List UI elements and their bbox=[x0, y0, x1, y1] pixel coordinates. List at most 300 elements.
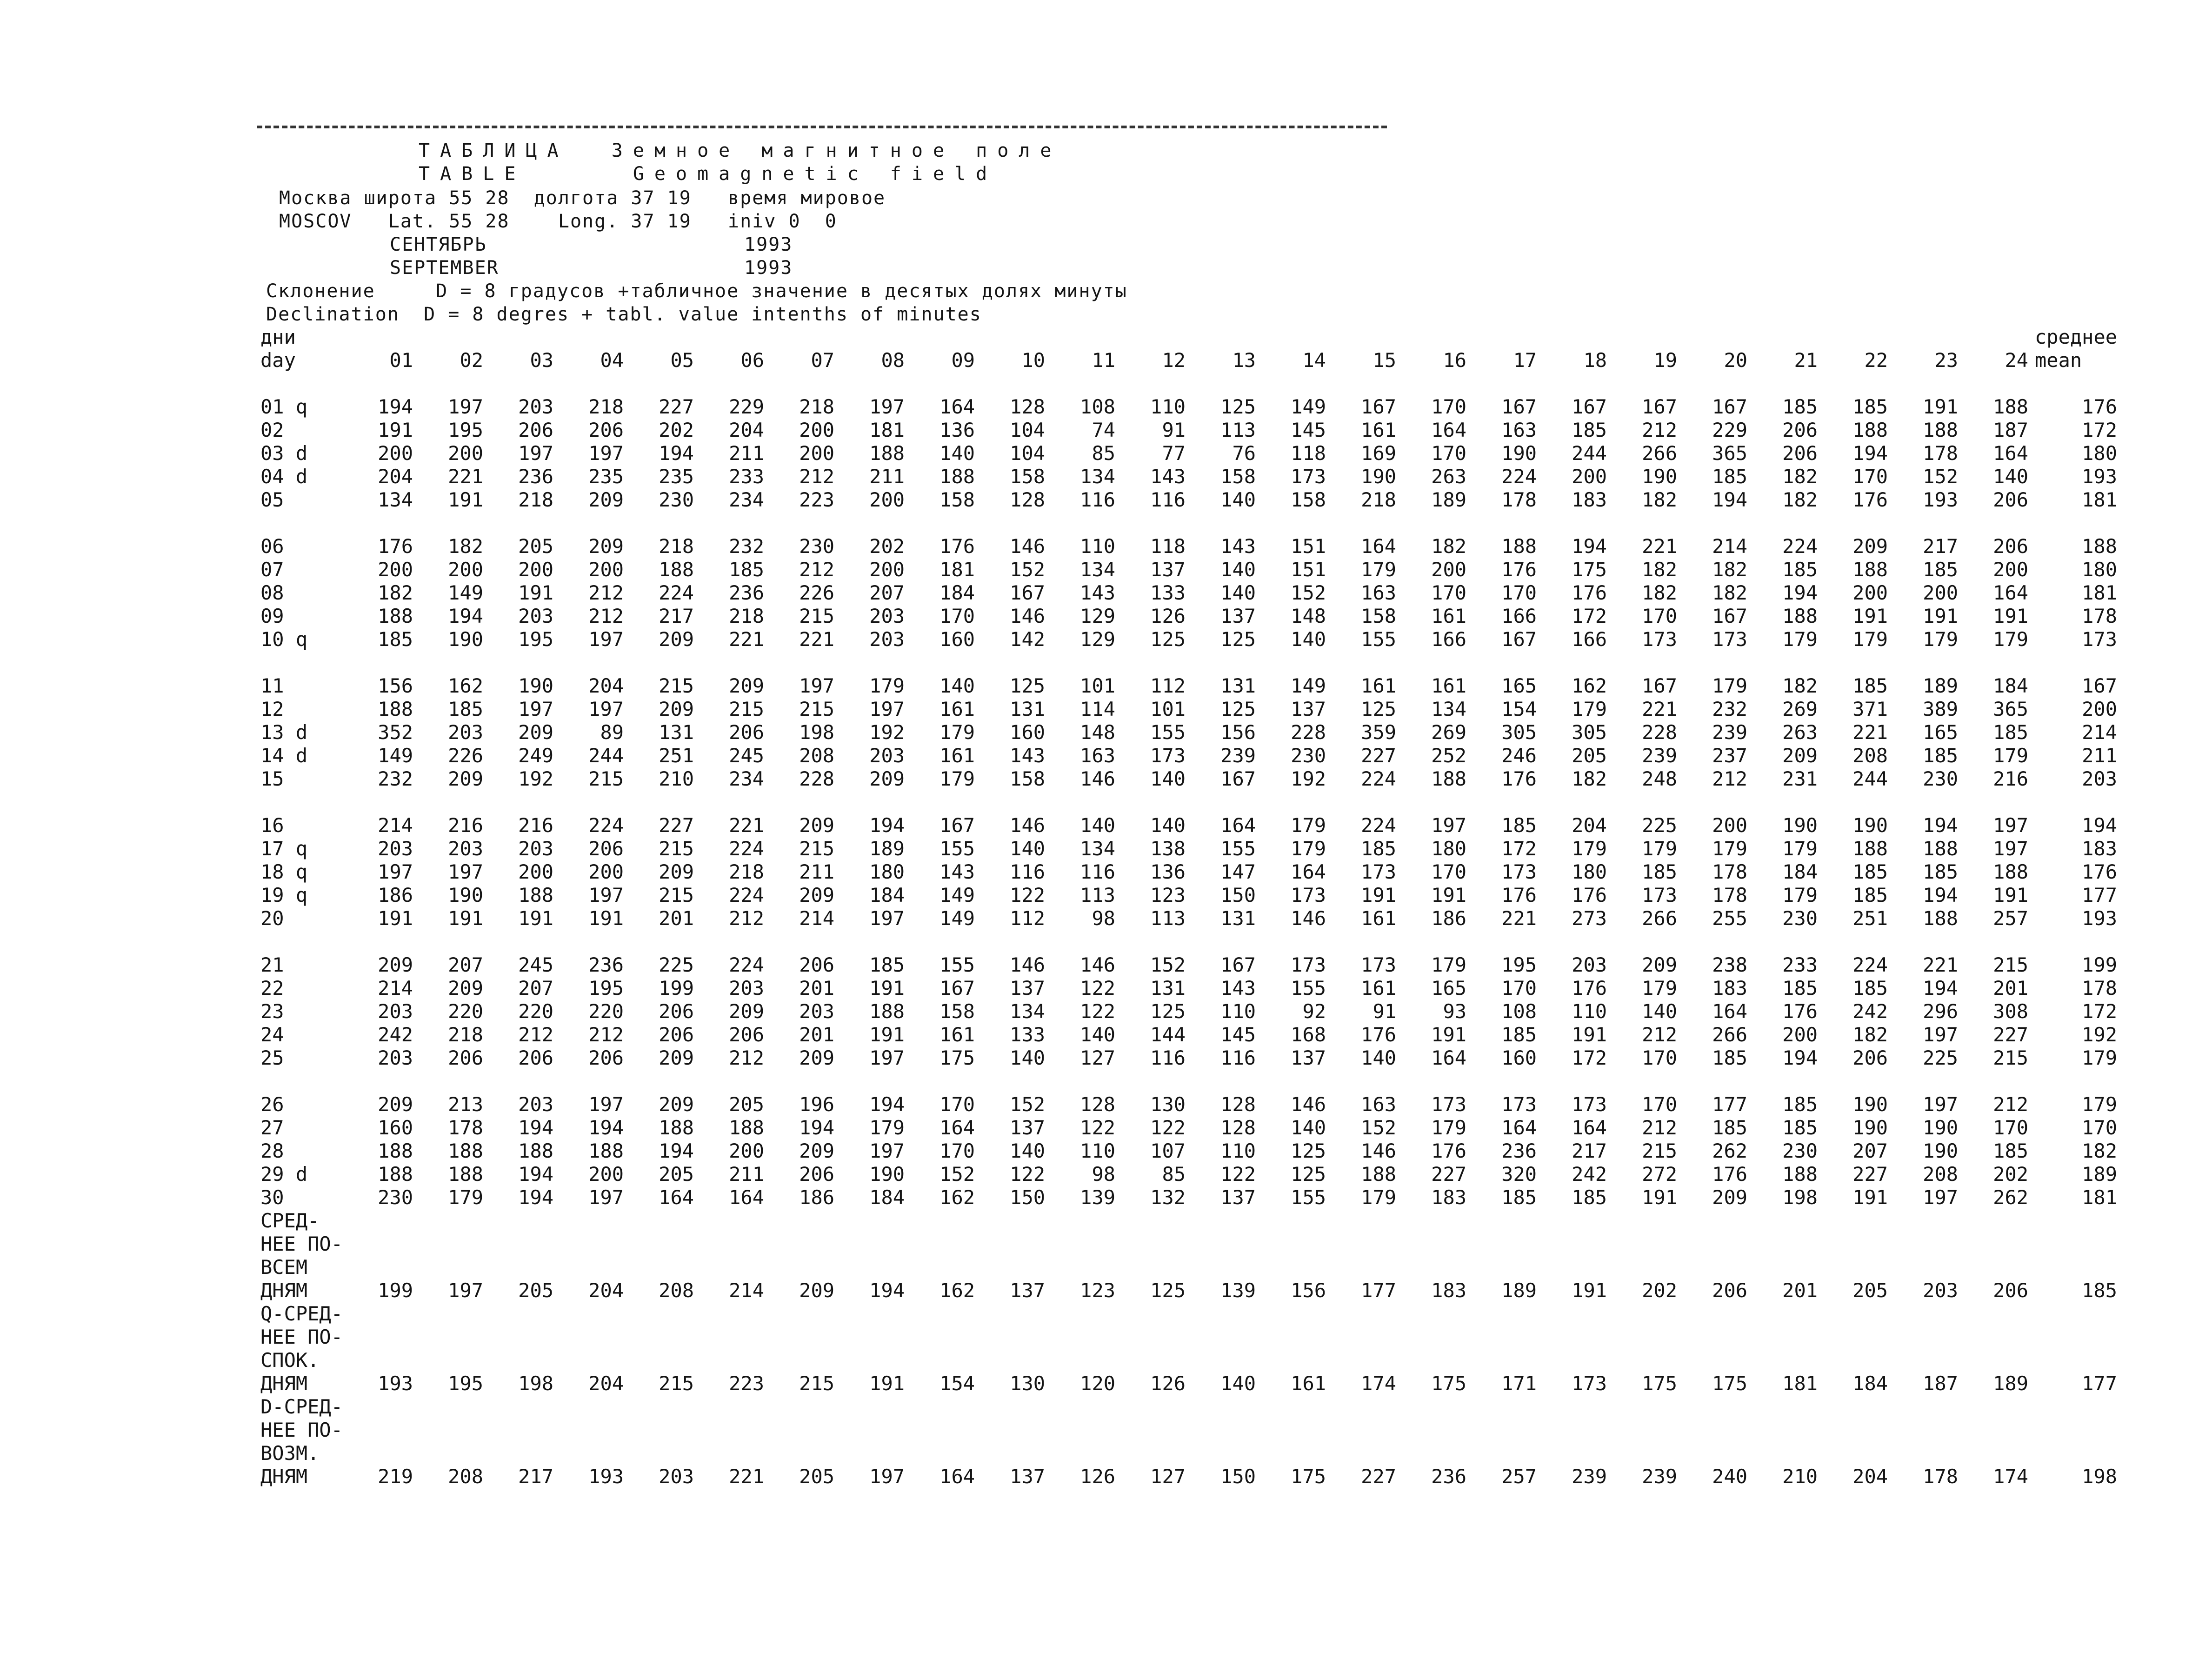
spacer-cell bbox=[260, 1070, 2117, 1093]
value-cell: 184 bbox=[939, 581, 975, 604]
value-cell: 179 bbox=[939, 721, 975, 744]
average-label-line: ДНЯМ bbox=[260, 1465, 308, 1488]
value-cell: 215 bbox=[1642, 1139, 1678, 1162]
average-value-cell: 223 bbox=[729, 1372, 765, 1395]
value-cell: 194 bbox=[1782, 1046, 1818, 1069]
value-cell: 179 bbox=[1291, 837, 1326, 860]
value-cell: 164 bbox=[1712, 1000, 1748, 1023]
header-spacer bbox=[483, 326, 553, 349]
value-cell: 167 bbox=[1501, 395, 1537, 418]
value-cell: 191 bbox=[869, 1023, 905, 1046]
table-row bbox=[260, 837, 2117, 860]
value-cell: 188 bbox=[1923, 907, 1959, 930]
value-cell: 206 bbox=[518, 1046, 554, 1069]
table-row bbox=[260, 744, 2117, 767]
value-cell: 185 bbox=[1782, 977, 1818, 999]
value-cell: 185 bbox=[1993, 721, 2029, 744]
average-row bbox=[260, 1419, 2117, 1442]
value-cell: 206 bbox=[1852, 1046, 1888, 1069]
mean-cell: 179 bbox=[2082, 1093, 2118, 1116]
value-cell: 221 bbox=[448, 465, 484, 488]
value-cell: 227 bbox=[1431, 1163, 1467, 1186]
value-cell: 197 bbox=[1923, 1093, 1959, 1116]
value-cell: 164 bbox=[1431, 1046, 1467, 1069]
value-cell: 140 bbox=[1010, 1046, 1046, 1069]
average-label-line: D-СРЕД- bbox=[260, 1395, 343, 1418]
value-cell: 236 bbox=[729, 581, 765, 604]
value-cell: 170 bbox=[1642, 605, 1678, 627]
value-cell: 182 bbox=[1782, 488, 1818, 511]
header-spacer bbox=[1958, 326, 2028, 349]
value-cell: 229 bbox=[729, 395, 765, 418]
day-label: 05 bbox=[260, 488, 284, 511]
average-value-cell: 177 bbox=[1361, 1279, 1397, 1302]
value-cell: 209 bbox=[1782, 744, 1818, 767]
value-cell: 263 bbox=[1782, 721, 1818, 744]
value-cell: 209 bbox=[799, 1139, 835, 1162]
value-cell: 204 bbox=[588, 674, 624, 697]
value-cell: 197 bbox=[869, 907, 905, 930]
value-cell: 158 bbox=[1220, 465, 1256, 488]
value-cell: 211 bbox=[729, 1163, 765, 1186]
value-cell: 170 bbox=[1431, 581, 1467, 604]
hour-header: 22 bbox=[1864, 349, 1888, 372]
value-cell: 203 bbox=[869, 605, 905, 627]
table-row bbox=[260, 907, 2117, 930]
value-cell: 182 bbox=[1712, 581, 1748, 604]
value-cell: 191 bbox=[448, 907, 484, 930]
value-cell: 179 bbox=[1572, 837, 1607, 860]
value-cell: 239 bbox=[1220, 744, 1256, 767]
value-cell: 152 bbox=[1010, 1093, 1046, 1116]
value-cell: 203 bbox=[518, 1093, 554, 1116]
value-cell: 209 bbox=[588, 488, 624, 511]
value-cell: 164 bbox=[1993, 581, 2029, 604]
day-label-en: day bbox=[260, 349, 296, 372]
average-label-filler bbox=[343, 1233, 2117, 1256]
value-cell: 166 bbox=[1572, 628, 1607, 651]
value-cell: 191 bbox=[869, 977, 905, 999]
value-cell: 215 bbox=[729, 698, 765, 720]
value-cell: 176 bbox=[939, 535, 975, 558]
value-cell: 188 bbox=[1501, 535, 1537, 558]
average-label-line: ДНЯМ bbox=[260, 1279, 308, 1302]
value-cell: 218 bbox=[448, 1023, 484, 1046]
value-cell: 195 bbox=[588, 977, 624, 999]
declination-ru: Склонение D = 8 градусов +табличное значение в десятых долях минуты bbox=[266, 280, 1127, 302]
value-cell: 203 bbox=[378, 1046, 413, 1069]
day-label: 11 bbox=[260, 674, 284, 697]
average-value-cell: 206 bbox=[1712, 1279, 1748, 1302]
value-cell: 89 bbox=[600, 721, 624, 744]
value-cell: 245 bbox=[729, 744, 765, 767]
hour-header: 19 bbox=[1653, 349, 1678, 372]
value-cell: 176 bbox=[1782, 1000, 1818, 1023]
value-cell: 239 bbox=[1712, 721, 1748, 744]
average-label-line: Q-СРЕД- bbox=[260, 1302, 343, 1325]
value-cell: 185 bbox=[1501, 814, 1537, 837]
mean-cell: 167 bbox=[2082, 674, 2118, 697]
value-cell: 179 bbox=[1712, 837, 1748, 860]
average-value-cell: 240 bbox=[1712, 1465, 1748, 1488]
value-cell: 122 bbox=[1150, 1116, 1186, 1139]
value-cell: 209 bbox=[448, 767, 484, 790]
value-cell: 194 bbox=[1923, 884, 1959, 906]
header-spacer bbox=[1186, 326, 1256, 349]
average-value-cell: 174 bbox=[1361, 1372, 1397, 1395]
value-cell: 230 bbox=[1291, 744, 1326, 767]
mean-cell: 193 bbox=[2082, 907, 2118, 930]
value-cell: 92 bbox=[1302, 1000, 1326, 1023]
value-cell: 215 bbox=[588, 767, 624, 790]
value-cell: 273 bbox=[1572, 907, 1607, 930]
value-cell: 192 bbox=[869, 721, 905, 744]
value-cell: 196 bbox=[799, 1093, 835, 1116]
value-cell: 146 bbox=[1010, 814, 1046, 837]
value-cell: 188 bbox=[1852, 558, 1888, 581]
value-cell: 221 bbox=[1642, 535, 1678, 558]
value-cell: 167 bbox=[939, 977, 975, 999]
value-cell: 192 bbox=[1291, 767, 1326, 790]
average-value-cell: 217 bbox=[518, 1465, 554, 1488]
value-cell: 137 bbox=[1220, 1186, 1256, 1209]
value-cell: 352 bbox=[378, 721, 413, 744]
value-cell: 164 bbox=[659, 1186, 694, 1209]
value-cell: 218 bbox=[588, 395, 624, 418]
value-cell: 188 bbox=[1923, 419, 1959, 441]
value-cell: 200 bbox=[588, 860, 624, 883]
spacer-row bbox=[260, 512, 2117, 535]
average-value-cell: 189 bbox=[1993, 1372, 2029, 1395]
mean-cell: 192 bbox=[2082, 1023, 2118, 1046]
value-cell: 116 bbox=[1080, 488, 1116, 511]
value-cell: 227 bbox=[1361, 744, 1397, 767]
average-value-cell: 156 bbox=[1291, 1279, 1326, 1302]
value-cell: 140 bbox=[1291, 628, 1326, 651]
value-cell: 221 bbox=[1923, 953, 1959, 976]
mean-label-en: mean bbox=[2035, 349, 2082, 372]
value-cell: 197 bbox=[588, 698, 624, 720]
value-cell: 305 bbox=[1572, 721, 1607, 744]
value-cell: 140 bbox=[1150, 767, 1186, 790]
value-cell: 166 bbox=[1431, 628, 1467, 651]
value-cell: 266 bbox=[1712, 1023, 1748, 1046]
value-cell: 365 bbox=[1993, 698, 2029, 720]
table-row bbox=[260, 465, 2117, 488]
value-cell: 176 bbox=[1501, 884, 1537, 906]
average-row bbox=[260, 1302, 2117, 1326]
average-value-cell: 204 bbox=[588, 1372, 624, 1395]
average-label-filler bbox=[343, 1256, 2117, 1279]
value-cell: 160 bbox=[378, 1116, 413, 1139]
header-row-en bbox=[260, 349, 2117, 372]
hour-header: 13 bbox=[1232, 349, 1256, 372]
value-cell: 236 bbox=[518, 465, 554, 488]
day-label: 17 q bbox=[260, 837, 308, 860]
value-cell: 137 bbox=[1291, 698, 1326, 720]
value-cell: 158 bbox=[939, 1000, 975, 1023]
value-cell: 152 bbox=[1291, 581, 1326, 604]
value-cell: 209 bbox=[659, 628, 694, 651]
value-cell: 227 bbox=[659, 814, 694, 837]
average-value-cell: 178 bbox=[1923, 1465, 1959, 1488]
value-cell: 200 bbox=[869, 558, 905, 581]
value-cell: 215 bbox=[659, 674, 694, 697]
value-cell: 164 bbox=[1361, 535, 1397, 558]
day-label: 06 bbox=[260, 535, 284, 558]
value-cell: 180 bbox=[1431, 837, 1467, 860]
value-cell: 197 bbox=[869, 395, 905, 418]
value-cell: 112 bbox=[1150, 674, 1186, 697]
average-value-cell: 140 bbox=[1220, 1372, 1256, 1395]
average-value-cell: 127 bbox=[1150, 1465, 1186, 1488]
value-cell: 173 bbox=[1150, 744, 1186, 767]
value-cell: 161 bbox=[1431, 674, 1467, 697]
value-cell: 164 bbox=[1993, 442, 2029, 465]
average-value-cell: 204 bbox=[588, 1279, 624, 1302]
value-cell: 146 bbox=[1291, 907, 1326, 930]
value-cell: 202 bbox=[659, 419, 694, 441]
value-cell: 173 bbox=[1712, 628, 1748, 651]
mean-cell: 183 bbox=[2082, 837, 2118, 860]
average-value-cell: 203 bbox=[659, 1465, 694, 1488]
value-cell: 191 bbox=[1431, 884, 1467, 906]
value-cell: 205 bbox=[518, 535, 554, 558]
value-cell: 122 bbox=[1080, 1116, 1116, 1139]
day-label: 28 bbox=[260, 1139, 284, 1162]
value-cell: 155 bbox=[1220, 837, 1256, 860]
value-cell: 156 bbox=[378, 674, 413, 697]
average-value-cell: 209 bbox=[799, 1279, 835, 1302]
value-cell: 197 bbox=[1993, 837, 2029, 860]
value-cell: 125 bbox=[1150, 1000, 1186, 1023]
value-cell: 162 bbox=[1572, 674, 1607, 697]
value-cell: 164 bbox=[1220, 814, 1256, 837]
spacer-cell bbox=[260, 930, 2117, 953]
value-cell: 128 bbox=[1220, 1093, 1256, 1116]
value-cell: 110 bbox=[1220, 1000, 1256, 1023]
value-cell: 194 bbox=[1923, 814, 1959, 837]
average-value-cell: 197 bbox=[869, 1465, 905, 1488]
average-value-cell: 199 bbox=[378, 1279, 413, 1302]
value-cell: 205 bbox=[1572, 744, 1607, 767]
table-row bbox=[260, 628, 2117, 651]
value-cell: 202 bbox=[869, 535, 905, 558]
header-spacer bbox=[343, 326, 413, 349]
value-cell: 208 bbox=[1923, 1163, 1959, 1186]
value-cell: 170 bbox=[1852, 465, 1888, 488]
value-cell: 200 bbox=[1712, 814, 1748, 837]
value-cell: 183 bbox=[1572, 488, 1607, 511]
header-spacer bbox=[1326, 326, 1396, 349]
day-label: 09 bbox=[260, 605, 284, 627]
value-cell: 85 bbox=[1092, 442, 1116, 465]
hour-header: 10 bbox=[1021, 349, 1046, 372]
day-label: 21 bbox=[260, 953, 284, 976]
value-cell: 176 bbox=[1431, 1139, 1467, 1162]
table-row bbox=[260, 860, 2117, 884]
average-mean-cell: 198 bbox=[2082, 1465, 2118, 1488]
table-row bbox=[260, 977, 2117, 1000]
average-row bbox=[260, 1233, 2117, 1256]
value-cell: 305 bbox=[1501, 721, 1537, 744]
mean-cell: 178 bbox=[2082, 977, 2118, 999]
value-cell: 170 bbox=[1993, 1116, 2029, 1139]
value-cell: 131 bbox=[1220, 907, 1256, 930]
value-cell: 110 bbox=[1080, 1139, 1116, 1162]
value-cell: 227 bbox=[659, 395, 694, 418]
value-cell: 197 bbox=[518, 698, 554, 720]
value-cell: 221 bbox=[1501, 907, 1537, 930]
value-cell: 251 bbox=[1852, 907, 1888, 930]
value-cell: 197 bbox=[869, 1046, 905, 1069]
value-cell: 131 bbox=[1220, 674, 1256, 697]
value-cell: 221 bbox=[1642, 698, 1678, 720]
value-cell: 179 bbox=[1572, 698, 1607, 720]
value-cell: 185 bbox=[1501, 1186, 1537, 1209]
value-cell: 191 bbox=[518, 581, 554, 604]
hour-header: 15 bbox=[1373, 349, 1397, 372]
value-cell: 185 bbox=[1712, 1116, 1748, 1139]
value-cell: 170 bbox=[939, 1093, 975, 1116]
value-cell: 199 bbox=[659, 977, 694, 999]
value-cell: 212 bbox=[1993, 1093, 2029, 1116]
value-cell: 185 bbox=[1782, 1116, 1818, 1139]
value-cell: 242 bbox=[378, 1023, 413, 1046]
value-cell: 134 bbox=[1080, 837, 1116, 860]
value-cell: 227 bbox=[1852, 1163, 1888, 1186]
value-cell: 209 bbox=[799, 1046, 835, 1069]
value-cell: 228 bbox=[1642, 721, 1678, 744]
value-cell: 185 bbox=[1501, 1023, 1537, 1046]
value-cell: 98 bbox=[1092, 1163, 1116, 1186]
value-cell: 184 bbox=[1993, 674, 2029, 697]
value-cell: 165 bbox=[1923, 721, 1959, 744]
value-cell: 190 bbox=[1852, 1093, 1888, 1116]
value-cell: 128 bbox=[1010, 395, 1046, 418]
value-cell: 194 bbox=[659, 1139, 694, 1162]
value-cell: 209 bbox=[378, 953, 413, 976]
average-row bbox=[260, 1256, 2117, 1279]
value-cell: 203 bbox=[378, 837, 413, 860]
value-cell: 179 bbox=[1642, 977, 1678, 999]
value-cell: 182 bbox=[1642, 488, 1678, 511]
value-cell: 215 bbox=[799, 605, 835, 627]
value-cell: 212 bbox=[588, 605, 624, 627]
value-cell: 142 bbox=[1010, 628, 1046, 651]
value-cell: 239 bbox=[1642, 744, 1678, 767]
value-cell: 194 bbox=[1852, 442, 1888, 465]
value-cell: 129 bbox=[1080, 628, 1116, 651]
value-cell: 191 bbox=[378, 907, 413, 930]
value-cell: 217 bbox=[659, 605, 694, 627]
top-dashed-rule bbox=[257, 126, 1387, 128]
value-cell: 168 bbox=[1291, 1023, 1326, 1046]
value-cell: 149 bbox=[378, 744, 413, 767]
average-value-cell: 181 bbox=[1782, 1372, 1818, 1395]
value-cell: 170 bbox=[1431, 442, 1467, 465]
average-value-cell: 123 bbox=[1080, 1279, 1116, 1302]
value-cell: 74 bbox=[1092, 419, 1116, 441]
value-cell: 190 bbox=[1852, 1116, 1888, 1139]
value-cell: 188 bbox=[1993, 395, 2029, 418]
value-cell: 190 bbox=[1852, 814, 1888, 837]
value-cell: 140 bbox=[1080, 1023, 1116, 1046]
value-cell: 155 bbox=[1291, 1186, 1326, 1209]
value-cell: 188 bbox=[1361, 1163, 1397, 1186]
value-cell: 224 bbox=[729, 884, 765, 906]
value-cell: 194 bbox=[448, 605, 484, 627]
hour-header: 21 bbox=[1794, 349, 1818, 372]
value-cell: 212 bbox=[1712, 767, 1748, 790]
value-cell: 221 bbox=[729, 814, 765, 837]
value-cell: 206 bbox=[799, 953, 835, 976]
declination-en: Declination D = 8 degres + tabl. value intenths of minutes bbox=[266, 304, 982, 325]
average-value-cell: 137 bbox=[1010, 1279, 1046, 1302]
value-cell: 176 bbox=[1852, 488, 1888, 511]
value-cell: 127 bbox=[1080, 1046, 1116, 1069]
value-cell: 200 bbox=[799, 442, 835, 465]
value-cell: 224 bbox=[729, 953, 765, 976]
value-cell: 224 bbox=[1361, 767, 1397, 790]
value-cell: 216 bbox=[518, 814, 554, 837]
value-cell: 113 bbox=[1080, 884, 1116, 906]
value-cell: 190 bbox=[1501, 442, 1537, 465]
value-cell: 220 bbox=[588, 1000, 624, 1023]
value-cell: 188 bbox=[939, 465, 975, 488]
value-cell: 188 bbox=[1782, 1163, 1818, 1186]
value-cell: 215 bbox=[1993, 1046, 2029, 1069]
average-label-filler bbox=[343, 1349, 2117, 1372]
value-cell: 211 bbox=[729, 442, 765, 465]
value-cell: 149 bbox=[448, 581, 484, 604]
value-cell: 188 bbox=[588, 1139, 624, 1162]
value-cell: 137 bbox=[1220, 605, 1256, 627]
mean-cell: 178 bbox=[2082, 605, 2118, 627]
value-cell: 218 bbox=[799, 395, 835, 418]
value-cell: 187 bbox=[1993, 419, 2029, 441]
value-cell: 212 bbox=[518, 1023, 554, 1046]
mean-cell: 170 bbox=[2082, 1116, 2118, 1139]
average-value-cell: 125 bbox=[1150, 1279, 1186, 1302]
value-cell: 173 bbox=[1572, 1093, 1607, 1116]
value-cell: 257 bbox=[1993, 907, 2029, 930]
value-cell: 170 bbox=[1642, 1093, 1678, 1116]
value-cell: 164 bbox=[939, 395, 975, 418]
header-spacer bbox=[413, 326, 483, 349]
value-cell: 123 bbox=[1150, 884, 1186, 906]
value-cell: 215 bbox=[799, 698, 835, 720]
value-cell: 389 bbox=[1923, 698, 1959, 720]
value-cell: 203 bbox=[799, 1000, 835, 1023]
value-cell: 185 bbox=[1993, 1139, 2029, 1162]
value-cell: 167 bbox=[1712, 395, 1748, 418]
value-cell: 170 bbox=[1431, 395, 1467, 418]
value-cell: 221 bbox=[799, 628, 835, 651]
value-cell: 200 bbox=[588, 1163, 624, 1186]
value-cell: 184 bbox=[1782, 860, 1818, 883]
value-cell: 209 bbox=[1712, 1186, 1748, 1209]
value-cell: 220 bbox=[448, 1000, 484, 1023]
value-cell: 140 bbox=[1642, 1000, 1678, 1023]
value-cell: 161 bbox=[1431, 605, 1467, 627]
value-cell: 155 bbox=[1361, 628, 1397, 651]
average-value-cell: 154 bbox=[939, 1372, 975, 1395]
value-cell: 179 bbox=[1361, 558, 1397, 581]
average-row bbox=[260, 1349, 2117, 1372]
value-cell: 236 bbox=[1501, 1139, 1537, 1162]
value-cell: 167 bbox=[1361, 395, 1397, 418]
